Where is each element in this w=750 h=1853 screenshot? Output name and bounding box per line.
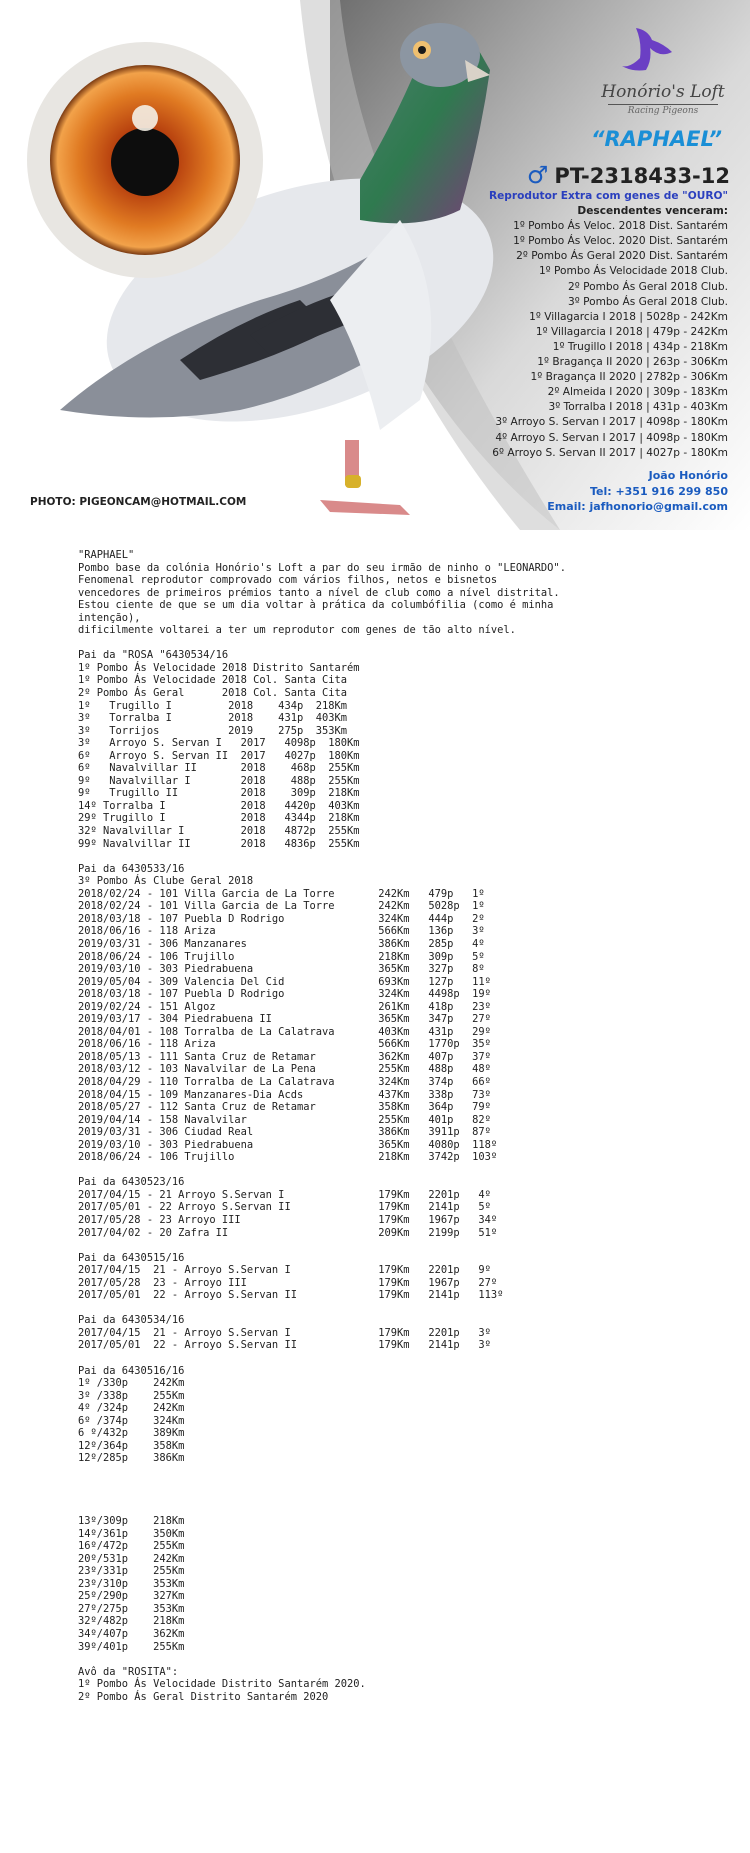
document-line: 4º /324p 242Km [78, 1402, 185, 1415]
document-line [78, 1477, 566, 1490]
document-line: "RAPHAEL" [78, 549, 135, 561]
document-line: 2017/05/01 22 - Arroyo S.Servan II 179Km 2141p 113º [78, 1289, 504, 1302]
document-line: 2019/05/04 - 309 Valencia Del Cid 693Km 127p 11º [78, 975, 491, 988]
document-line: 2º Pombo Ás Geral Distrito Santarém 2020 [78, 1690, 329, 1703]
descendant-line: 2º Almeida I 2020 | 309p - 183Km [547, 386, 728, 399]
document-line: 2017/04/15 - 21 Arroyo S.Servan I 179Km 2201p 4º [78, 1188, 491, 1201]
highlight-text: Reprodutor Extra com genes de "OURO" [488, 190, 728, 202]
document-line: 2017/05/01 22 - Arroyo S.Servan II 179Km 2141p 3º [78, 1339, 491, 1352]
document-line: 2019/03/10 - 303 Piedrabuena 365Km 327p 8º [78, 963, 485, 976]
document-line: 2019/03/10 - 303 Piedrabuena 365Km 4080p 118º [78, 1138, 498, 1151]
document-line [78, 1239, 566, 1252]
document-line: 2019/03/17 - 304 Piedrabuena II 365Km 347p 27º [78, 1013, 491, 1026]
document-line: 12º/364p 358Km [78, 1439, 185, 1452]
document-line: 1º Trugillo I 2018 434p 218Km [78, 699, 347, 712]
document-line: 2018/05/13 - 111 Santa Cruz de Retamar 362Km 407p 37º [78, 1050, 491, 1063]
document-line: 27º/275p 353Km [78, 1602, 185, 1615]
contact-phone: Tel: +351 916 299 850 [589, 484, 728, 498]
document-line: 9º Trugillo II 2018 309p 218Km [78, 787, 360, 800]
document-line [78, 850, 566, 863]
document-line: Avô da "ROSITA": [78, 1665, 179, 1678]
document-line: 1º Pombo Ás Velocidade Distrito Santarém 2020. [78, 1678, 366, 1691]
document-line: 16º/472p 255Km [78, 1540, 185, 1553]
descendant-line: 1º Pombo Ás Veloc. 2018 Dist. Santarém [513, 220, 728, 233]
descendant-line: 1º Bragança II 2020 | 2782p - 306Km [530, 371, 728, 384]
descendant-line: 1º Bragança II 2020 | 263p - 306Km [537, 356, 728, 369]
document-line: Pai da 6430523/16 [78, 1176, 185, 1189]
document-line: 2019/03/31 - 306 Manzanares 386Km 285p 4º [78, 937, 485, 950]
document-line: 2018/05/27 - 112 Santa Cruz de Retamar 358Km 364p 79º [78, 1101, 491, 1114]
descendant-line: 1º Villagarcia I 2018 | 479p - 242Km [535, 325, 728, 338]
document-line [78, 637, 566, 650]
document-line: 2018/06/24 - 106 Trujillo 218Km 3742p 103º [78, 1151, 498, 1164]
descendants-title: Descendentes venceram: [577, 205, 728, 218]
descendant-line: 3º Arroyo S. Servan I 2017 | 4098p - 180Km [495, 416, 728, 429]
descendant-line: 1º Villagarcia I 2018 | 5028p - 242Km [529, 310, 728, 323]
document-line: 3º Torralba I 2018 431p 403Km [78, 712, 347, 725]
document-line: 13º/309p 218Km [78, 1515, 185, 1528]
ring-number [527, 161, 730, 189]
document-line: 29º Trugillo I 2018 4344p 218Km [78, 812, 360, 825]
document-line: Pai da 6430533/16 [78, 862, 185, 875]
descendant-line: 1º Pombo Ás Velocidade 2018 Club. [538, 265, 728, 278]
document-line: 2017/04/02 - 20 Zafra II 209Km 2199p 51º [78, 1226, 498, 1239]
descendant-line: 4º Arroyo S. Servan I 2017 | 4098p - 180Km [495, 431, 728, 444]
document-line: 1º Pombo Ás Velocidade 2018 Distrito Santarém [78, 661, 360, 674]
document-line: Pai da "ROSA "6430534/16 [78, 649, 229, 662]
ring-number-text: PT-2318433-12 [554, 164, 730, 188]
document-line: 6º Arroyo S. Servan II 2017 4027p 180Km [78, 749, 360, 762]
document-line: 2018/02/24 - 101 Villa Garcia de La Torre 242Km 5028p 1º [78, 900, 485, 913]
document-line [78, 1653, 566, 1666]
document-line: 23º/331p 255Km [78, 1565, 185, 1578]
document-line: Pombo base da colónia Honório's Loft a par do seu irmão de ninho o "LEONARDO". [78, 561, 566, 574]
document-line: 2018/04/01 - 108 Torralba de La Calatrava 403Km 431p 29º [78, 1025, 491, 1038]
document-line: 2017/05/28 - 23 Arroyo III 179Km 1967p 34º [78, 1213, 498, 1226]
descendant-line: 2º Pombo Ás Geral 2020 Dist. Santarém [516, 250, 728, 263]
document-line: 6º /374p 324Km [78, 1414, 185, 1427]
document-line: 20º/531p 242Km [78, 1552, 185, 1565]
document-line: 2018/06/16 - 118 Ariza 566Km 136p 3º [78, 925, 485, 938]
document-line: Estou ciente de que se um dia voltar à prática da columbófilia (como é minha [78, 599, 554, 612]
descendant-line: 6º Arroyo S. Servan II 2017 | 4027p - 180Km [492, 446, 728, 459]
document-line: dificilmente voltarei a ter um reprodutor com genes de tão alto nível. [78, 624, 516, 637]
document-line: Fenomenal reprodutor comprovado com vários filhos, netos e bisnetos [78, 574, 498, 587]
document-line: 2017/04/15 21 - Arroyo S.Servan I 179Km 2201p 9º [78, 1264, 491, 1277]
document-line: 2º Pombo Ás Geral 2018 Col. Santa Cita [78, 687, 347, 700]
logo [598, 22, 728, 116]
document-line: 6º Navalvillar II 2018 468p 255Km [78, 762, 360, 775]
document-line: 99º Navalvillar II 2018 4836p 255Km [78, 837, 360, 850]
eye-closeup [27, 42, 263, 278]
document-line: 32º/482p 218Km [78, 1615, 185, 1628]
contact-email: Email: jafhonorio@gmail.com [547, 500, 728, 513]
photo-credit: PHOTO: PIGEONCAM@HOTMAIL.COM [30, 496, 247, 508]
logo-tagline: Racing Pigeons [608, 104, 718, 116]
document-line: 39º/401p 255Km [78, 1640, 185, 1653]
pedigree-document [78, 549, 566, 1703]
descendant-line: 2º Pombo Ás Geral 2018 Club. [568, 280, 728, 293]
document-line: 2017/05/01 - 22 Arroyo S.Servan II 179Km 2141p 5º [78, 1201, 491, 1214]
logo-name: Honório's Loft [601, 82, 725, 102]
contact-name: João Honório [648, 469, 728, 482]
contact-block [547, 468, 728, 515]
document-line: 2018/03/18 - 107 Puebla D Rodrigo 324Km 4498p 19º [78, 988, 491, 1001]
document-line: intenção), [78, 611, 141, 624]
document-line [78, 1503, 566, 1516]
document-line: 2019/02/24 - 151 Algoz 261Km 418p 23º [78, 1000, 491, 1013]
descendant-line: 3º Torralba I 2018 | 431p - 403Km [548, 401, 728, 414]
document-line: 2017/05/28 23 - Arroyo III 179Km 1967p 27º [78, 1276, 498, 1289]
document-line: 1º /330p 242Km [78, 1377, 185, 1390]
document-line: 2017/04/15 21 - Arroyo S.Servan I 179Km 2201p 3º [78, 1326, 491, 1339]
document-line: 23º/310p 353Km [78, 1577, 185, 1590]
document-line: 2019/04/14 - 158 Navalvilar 255Km 401p 82º [78, 1113, 491, 1126]
document-line: 6 º/432p 389Km [78, 1427, 185, 1440]
document-line [78, 1490, 566, 1503]
document-line: 34º/407p 362Km [78, 1628, 185, 1641]
document-line: 32º Navalvillar I 2018 4872p 255Km [78, 825, 360, 838]
document-line: 2018/06/24 - 106 Trujillo 218Km 309p 5º [78, 950, 485, 963]
document-line: 12º/285p 386Km [78, 1452, 185, 1465]
document-line [78, 1164, 566, 1177]
document-line: vencedores de primeiros prémios tanto a nível de club como a nível distrital. [78, 586, 560, 599]
document-line: 3º Arroyo S. Servan I 2017 4098p 180Km [78, 737, 360, 750]
document-line: 14º Torralba I 2018 4420p 403Km [78, 799, 360, 812]
descendant-line: 1º Trugillo I 2018 | 434p - 218Km [552, 340, 728, 353]
document-line: 2019/03/31 - 306 Ciudad Real 386Km 3911p 87º [78, 1126, 491, 1139]
document-line: Pai da 6430534/16 [78, 1314, 185, 1327]
document-line: Pai da 6430516/16 [78, 1364, 185, 1377]
document-line [78, 1465, 566, 1478]
document-line: 1º Pombo Ás Velocidade 2018 Col. Santa Cita [78, 674, 347, 687]
descendant-line: 1º Pombo Ás Veloc. 2020 Dist. Santarém [513, 235, 728, 248]
document-line: 3º /338p 255Km [78, 1389, 185, 1402]
document-line: 2018/06/16 - 118 Ariza 566Km 1770p 35º [78, 1038, 491, 1051]
document-line [78, 1352, 566, 1365]
document-line: 2018/03/12 - 103 Navalvilar de La Pena 255Km 488p 48º [78, 1063, 491, 1076]
document-line [78, 1302, 566, 1315]
document-line: 25º/290p 327Km [78, 1590, 185, 1603]
document-line: 9º Navalvillar I 2018 488p 255Km [78, 774, 360, 787]
descendants-block [489, 189, 728, 461]
male-symbol-icon: ♂ [526, 161, 549, 189]
document-line: 2018/04/15 - 109 Manzanares-Dia Acds 437Km 338p 73º [78, 1088, 491, 1101]
header-banner [0, 0, 750, 530]
document-line: 3º Torrijos 2019 275p 353Km [78, 724, 347, 737]
descendant-line: 3º Pombo Ás Geral 2018 Club. [568, 295, 728, 308]
document-line: Pai da 6430515/16 [78, 1251, 185, 1264]
document-line: 2018/04/29 - 110 Torralba de La Calatrava 324Km 374p 66º [78, 1075, 491, 1088]
bird-name: “RAPHAEL” [590, 127, 722, 151]
document-line: 3º Pombo Ás Clube Geral 2018 [78, 875, 254, 888]
document-line: 2018/02/24 - 101 Villa Garcia de La Torre 242Km 479p 1º [78, 887, 485, 900]
document-line: 14º/361p 350Km [78, 1527, 185, 1540]
document-line: 2018/03/18 - 107 Puebla D Rodrigo 324Km 444p 2º [78, 912, 485, 925]
